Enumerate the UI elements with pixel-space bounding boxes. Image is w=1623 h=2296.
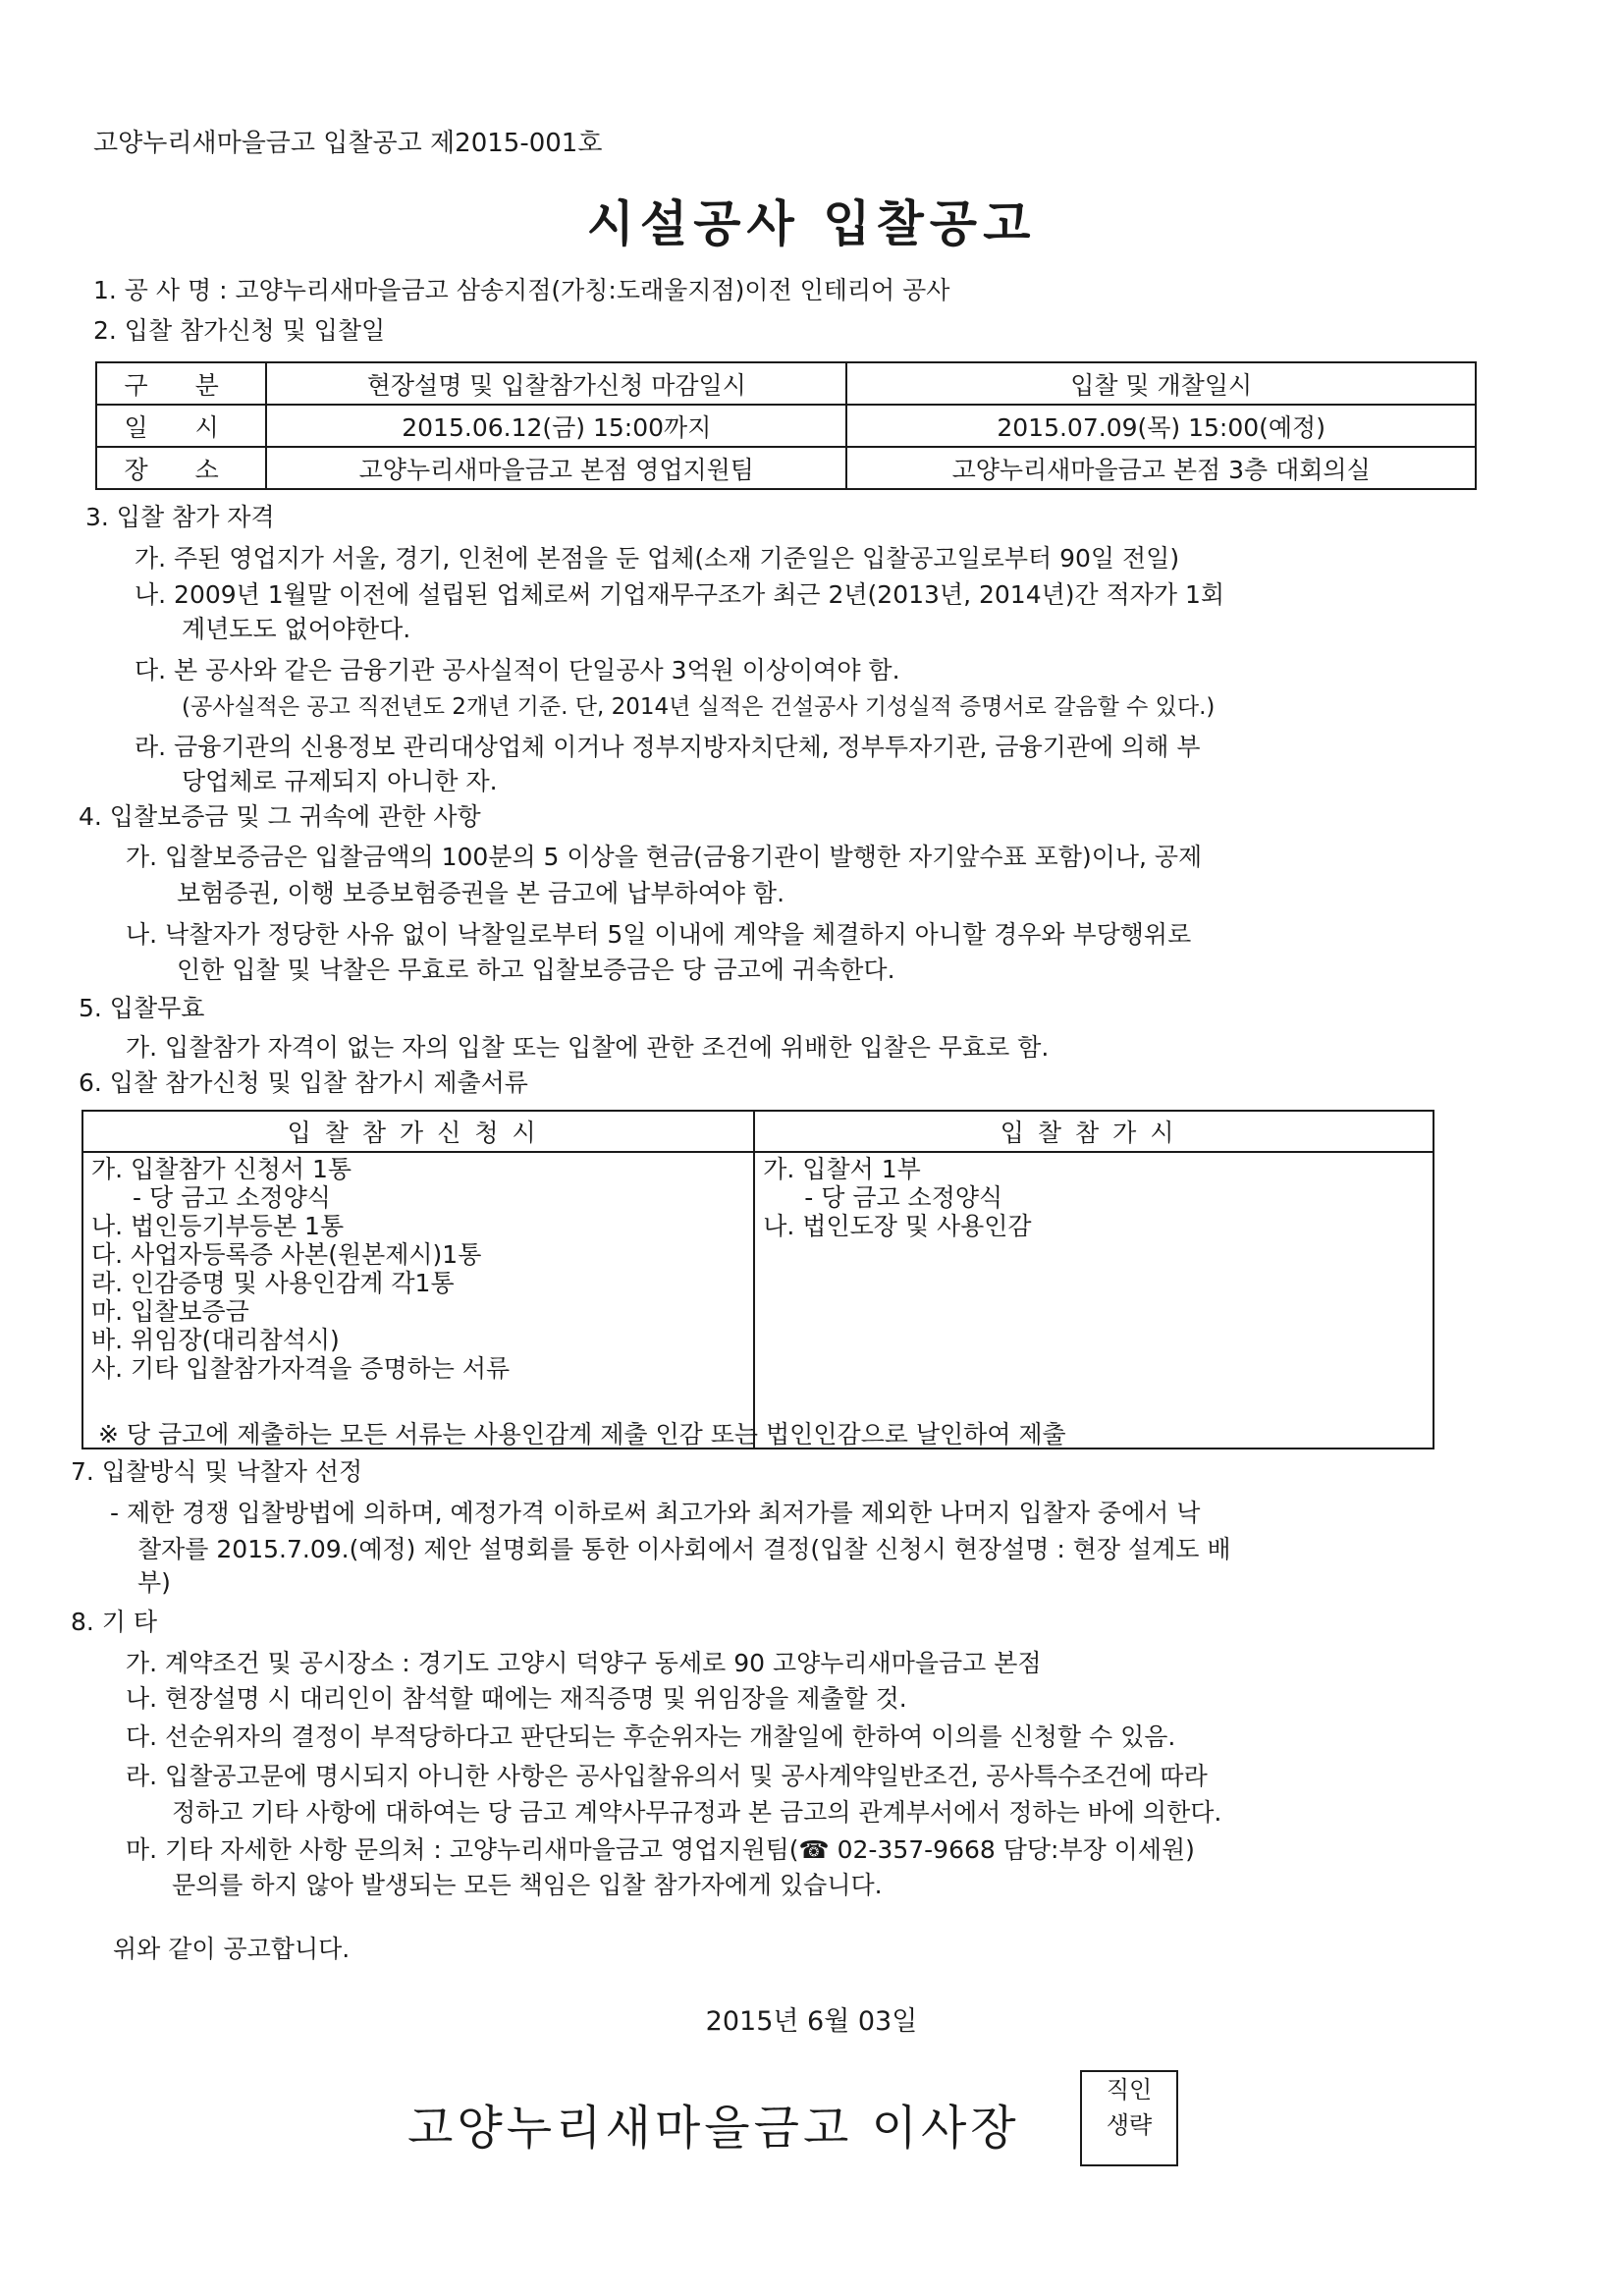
- notice-date: 2015년 6월 03일: [705, 2006, 918, 2037]
- section-5-title: 5. 입찰무효: [79, 994, 205, 1022]
- table-cell: 고양누리새마을금고 본점 영업지원팀: [266, 447, 846, 489]
- list-item: 다. 사업자등록증 사본(원본제시)1통: [91, 1240, 482, 1269]
- list-item: 문의를 하지 않아 발생되는 모든 책임은 입찰 참가자에게 있습니다.: [172, 1871, 883, 1899]
- table-cell: [754, 1152, 1434, 1449]
- list-item: 라. 입찰공고문에 명시되지 아니한 사항은 공사입찰유의서 및 공사계약일반조건, 공사특수조건에 따라: [126, 1762, 1208, 1790]
- list-item: (공사실적은 공고 직전년도 2개년 기준. 단, 2014년 실적은 건설공사 기성실적 증명서로 갈음할 수 있다.): [182, 694, 1216, 720]
- documents-note: ※ 당 금고에 제출하는 모든 서류는 사용인감계 제출 인감 또는 법인인감으로 날인하여 제출: [98, 1420, 1066, 1449]
- list-item: 사. 기타 입찰참가자격을 증명하는 서류: [91, 1354, 511, 1383]
- list-item: 나. 현장설명 시 대리인이 참석할 때에는 재직증명 및 위임장을 제출할 것.: [126, 1684, 907, 1713]
- page-title: 시설공사 입찰공고: [586, 195, 1037, 252]
- list-item: 보험증권, 이행 보증보험증권을 본 금고에 납부하여야 함.: [177, 879, 785, 907]
- notice-number: 고양누리새마을금고 입찰공고 제2015-001호: [93, 129, 603, 158]
- list-item: 다. 선순위자의 결정이 부적당하다고 판단되는 후순위자는 개찰일에 한하여 이의를 신청할 수 있음.: [126, 1722, 1176, 1751]
- table-row: [96, 447, 1476, 489]
- list-item: - 당 금고 소정양식: [133, 1183, 331, 1212]
- section-1-project-name: 1. 공 사 명 : 고양누리새마을금고 삼송지점(가칭:도래울지점)이전 인테리어 공사: [93, 276, 950, 304]
- section-8-title: 8. 기 타: [71, 1608, 158, 1636]
- list-item: 인한 입찰 및 낙찰은 무효로 하고 입찰보증금은 당 금고에 귀속한다.: [177, 956, 895, 984]
- table-cell: 2015.07.09(목) 15:00(예정): [846, 405, 1476, 447]
- list-item: 나. 법인도장 및 사용인감: [763, 1212, 1032, 1240]
- seal-text-bottom: 생략: [1106, 2111, 1153, 2139]
- list-item: - 당 금고 소정양식: [804, 1183, 1003, 1212]
- section-6-title: 6. 입찰 참가신청 및 입찰 참가시 제출서류: [79, 1068, 528, 1097]
- table-header: 입찰참가신청시: [82, 1111, 754, 1152]
- list-item: 가. 입찰서 1부: [763, 1155, 921, 1183]
- table-cell: 고양누리새마을금고 본점 3층 대회의실: [846, 447, 1476, 489]
- seal-box: [1080, 2070, 1178, 2166]
- list-item: 나. 법인등기부등본 1통: [91, 1212, 345, 1240]
- list-item: 라. 인감증명 및 사용인감계 각1통: [91, 1269, 455, 1297]
- table-header: 입찰참가시: [754, 1111, 1434, 1152]
- list-item: 가. 입찰참가 신청서 1통: [91, 1155, 352, 1183]
- section-3-title: 3. 입찰 참가 자격: [85, 503, 275, 531]
- list-item: 가. 주된 영업지가 서울, 경기, 인천에 본점을 둔 업체(소재 기준일은 입찰공고일로부터 90일 전일): [135, 544, 1180, 573]
- list-item: 가. 계약조건 및 공시장소 : 경기도 고양시 덕양구 동세로 90 고양누리새마을금고 본점: [126, 1649, 1042, 1677]
- list-item: 나. 낙찰자가 정당한 사유 없이 낙찰일로부터 5일 이내에 계약을 체결하지 아니할 경우와 부당행위로: [126, 920, 1192, 949]
- list-item: 당업체로 규제되지 아니한 자.: [182, 767, 498, 795]
- documents-table: [81, 1110, 1434, 1449]
- table-row: [96, 362, 1476, 405]
- list-item: 다. 본 공사와 같은 금융기관 공사실적이 단일공사 3억원 이상이여야 함.: [135, 656, 900, 684]
- table-row: [96, 405, 1476, 447]
- table-cell: 구 분: [96, 362, 266, 405]
- list-item: 마. 입찰보증금: [91, 1297, 249, 1326]
- seal-text-top: 직인: [1106, 2076, 1153, 2104]
- table-cell: [82, 1152, 754, 1449]
- signature-line: 고양누리새마을금고 이사장: [407, 2101, 1020, 2156]
- table-cell: 장 소: [96, 447, 266, 489]
- list-item: 계년도도 없어야한다.: [182, 615, 411, 643]
- table-cell: 입찰 및 개찰일시: [846, 362, 1476, 405]
- schedule-table: [95, 361, 1477, 490]
- list-item: 라. 금융기관의 신용정보 관리대상업체 이거나 정부지방자치단체, 정부투자기관, 금융기관에 의해 부: [135, 733, 1201, 761]
- table-cell: 현장설명 및 입찰참가신청 마감일시: [266, 362, 846, 405]
- list-item: 가. 입찰참가 자격이 없는 자의 입찰 또는 입찰에 관한 조건에 위배한 입찰은 무효로 함.: [126, 1033, 1050, 1062]
- list-item: 찰자를 2015.7.09.(예정) 제안 설명회를 통한 이사회에서 결정(입찰 신청시 현장설명 : 현장 설계도 배: [137, 1535, 1231, 1563]
- list-item: 부): [137, 1568, 171, 1597]
- section-4-title: 4. 입찰보증금 및 그 귀속에 관한 사항: [79, 802, 481, 831]
- list-item: 마. 기타 자세한 사항 문의처 : 고양누리새마을금고 영업지원팀(☎ 02-357-9668 담당:부장 이세원): [126, 1835, 1195, 1864]
- table-row: [82, 1111, 1434, 1152]
- section-2-title: 2. 입찰 참가신청 및 입찰일: [93, 316, 386, 345]
- list-item: 바. 위임장(대리참석시): [91, 1326, 340, 1354]
- closing-text: 위와 같이 공고합니다.: [113, 1935, 351, 1963]
- table-cell: 일 시: [96, 405, 266, 447]
- table-cell: 2015.06.12(금) 15:00까지: [266, 405, 846, 447]
- list-item: - 제한 경쟁 입찰방법에 의하며, 예정가격 이하로써 최고가와 최저가를 제외한 나머지 입찰자 중에서 낙: [110, 1499, 1201, 1527]
- list-item: 나. 2009년 1월말 이전에 설립된 업체로써 기업재무구조가 최근 2년(2013년, 2014년)간 적자가 1회: [135, 580, 1225, 609]
- list-item: 가. 입찰보증금은 입찰금액의 100분의 5 이상을 현금(금융기관이 발행한 자기앞수표 포함)이나, 공제: [126, 843, 1203, 871]
- table-row: [82, 1152, 1434, 1449]
- list-item: 정하고 기타 사항에 대하여는 당 금고 계약사무규정과 본 금고의 관계부서에서 정하는 바에 의한다.: [172, 1798, 1222, 1827]
- section-7-title: 7. 입찰방식 및 낙찰자 선정: [71, 1457, 363, 1486]
